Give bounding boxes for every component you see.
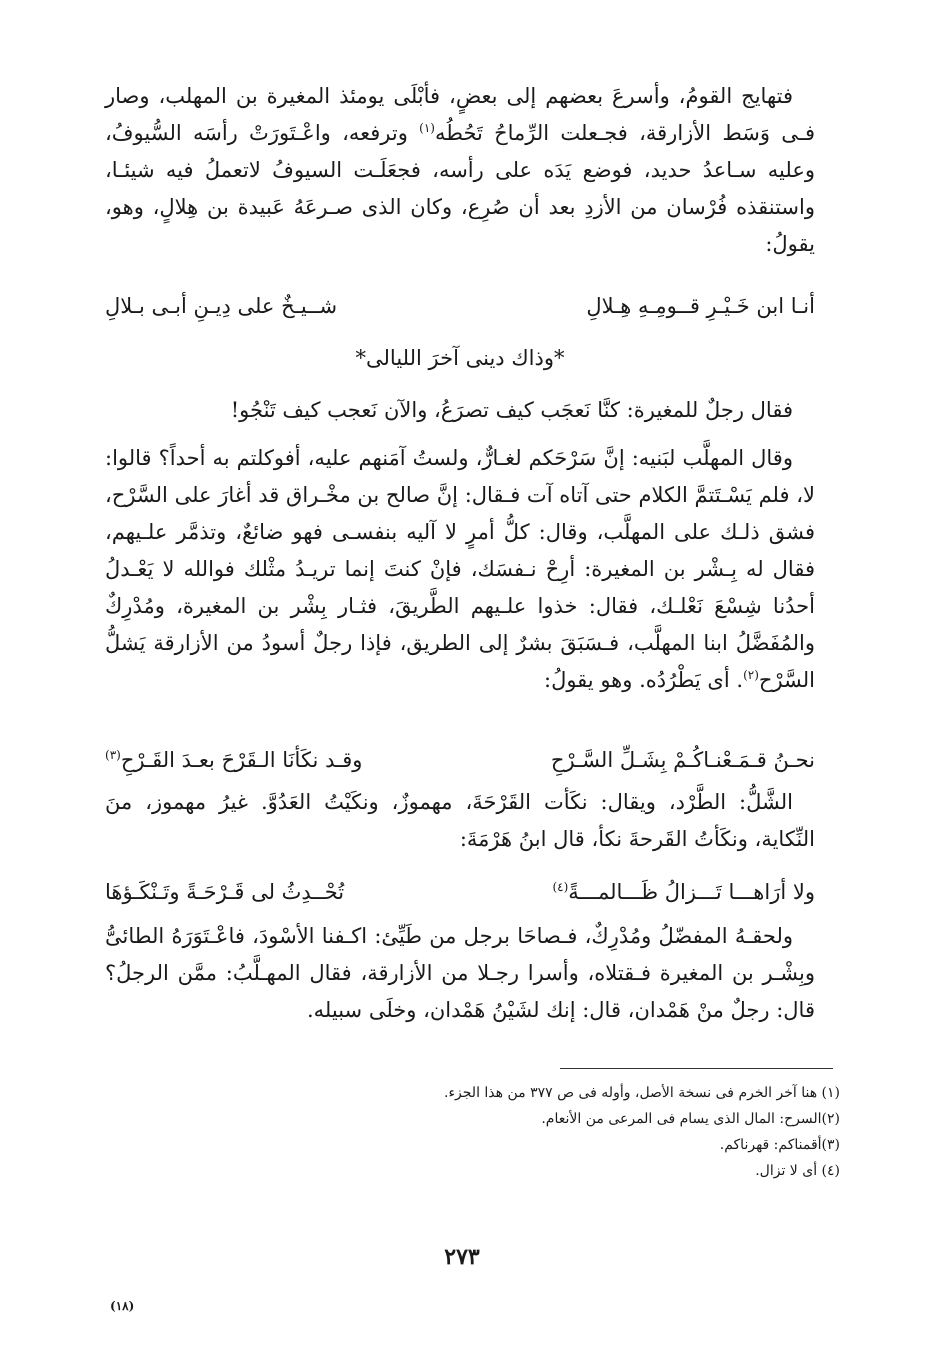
- paragraph-3-rest: . أى يَطْرُدُه. وهو يقولُ:: [544, 668, 744, 692]
- verse-2-left-hemistich: [105, 742, 362, 779]
- footnote-ref-1: (١): [419, 121, 435, 135]
- paragraph-3: [105, 440, 815, 699]
- paragraph-3-text: وقال المهلَّب لبَنيه: إنَّ سَرْحَكم لغـارٌّ، ولستُ آمَنهم عليه، أفوكلتم به أحداً؟ قالوا: لا، فلم يَسْـتَتمَّ الكلام حتى آتاه آت فـقال: إنَّ صالح بن مخْـراق قد أغارَ على السَّرْح، فشق ذلـك على المهلَّب، وقال: كلُّ أمرٍ لا آليه بنفسـى فهو ضائعٌ، وتذمَّر علـيهم، فقال له بِـشْر بن المغيرة: أرِحْ نـفسَك، فإنْ كنتَ إنما تريـدُ مثْلك فوالله لا يَعْـدلُ أحدُنا شِسْعَ نَعْلـك، فقال: خذوا علـيهم الطَّريقَ، فثـار بِشْر بن المغيرة، ومُدْرِكٌ والمُفَضَّلُ ابنا المهلَّب، فـسَبَقَ بشرٌ إلى الطريق، فإذا رجلٌ أسودُ من الأزارقة يَشلُّ السَّرْح: [105, 446, 815, 692]
- paragraph-4-text: الشَّلُّ: الطَّرْد، ويقال: نكَأت القَرْحَةَ، مهموزٌ، ونكَيْتُ العَدُوَّ. غيرُ مهموز، منَ النِّكاية، ونكَأتُ القَرحةَ نكأ، قال ابنُ هَرْمَةَ:: [105, 790, 815, 851]
- footnote-ref-2: (٢): [743, 668, 759, 682]
- paragraph-2: [105, 392, 815, 429]
- page-number: ٢٧٣: [444, 1244, 480, 1270]
- verse-1-center-line: *وذاك دينى آخرَ الليالى*: [355, 346, 565, 370]
- signature-mark: (١٨): [110, 1299, 135, 1313]
- footnote-2: (٢)السرح: المال الذى يسام فى المرعى من الأنعام.: [541, 1111, 840, 1127]
- footnote-3: (٣)أقمناكم: قهرناكم.: [719, 1137, 840, 1153]
- footnote-divider: [560, 1068, 833, 1069]
- verse-3: [105, 874, 815, 911]
- verse-2-left-text: وقـد نكَأنَا الـقَرْحَ بعـدَ القَـرْحِ: [120, 748, 363, 772]
- footnotes: [300, 1080, 840, 1184]
- paragraph-2-text: فقال رجلٌ للمغيرة: كنَّا نَعجَب كيف تصرَعُ، والآن نَعجب كيف تَنْجُو!: [230, 398, 793, 422]
- verse-1: [105, 288, 815, 325]
- footnote-1: (١) هنا آخر الخرم فى نسخة الأصل، وأوله فى ص ٣٧٧ من هذا الجزء.: [444, 1085, 840, 1101]
- verse-2-right-hemistich: نحـنُ قـمَـعْنـاكُـمْ بِشَـلِّ السَّـرْحِ: [550, 748, 815, 772]
- paragraph-5: [105, 918, 815, 1029]
- footnote-ref-4: (٤): [552, 880, 569, 894]
- verse-1-left-hemistich: شــيـخٌ على دِيـنِ أبـى بـلالِ: [105, 294, 338, 318]
- paragraph-1-text: فتهايج القومُ، وأسرعَ بعضهم إلى بعضٍ، فأبْلَى يومئذ المغيرة بن المهلب، وصار فـى وَسَط الأزارقة، فجـعلت الرِّماحُ تَحُطُه: [105, 84, 815, 145]
- paragraph-1-rest: وترفعه، واعْـتَورَتْ رأسَه السُّيوفُ، وعليه سـاعدُ حديد، فوضع يَدَه على رأسه، فجعَلَـت السيوفُ لاتعملُ فيه شيئـا، واستنقذه فُرْسان من الأزدِ بعد أن صُرِع، وكان الذى صـرعَهُ عَبيدة بن هِلالٍ، وهو، يقولُ:: [105, 121, 815, 256]
- paragraph-5-text: ولحقـهُ المفضّلُ ومُدْرِكٌ، فـصاحَا برجل من طَيِّئ: اكـفنا الأسْودَ، فاعْـتَوَرَهُ الطائىُّ وبِشْـر بن المغيرة فـقتلاه، وأسرا رجـلا من الأزارقة، فقال المهـلَّبُ: ممَّن الرجلُ؟ قال: رجلٌ منْ هَمْدان، قال: إنك لشَيْنُ هَمْدان، وخلَى سبيله.: [105, 924, 815, 1022]
- verse-3-left-hemistich: تُحْــدِثُ لى قَـرْحَـةً وتَـنْكَـؤهَا: [105, 880, 345, 904]
- verse-2: [105, 742, 815, 779]
- verse-3-right-text: ولا أرَاهـــا تَـــزالُ ظَـــالمـــةً: [568, 880, 815, 904]
- footnote-ref-3: (٣): [105, 748, 121, 762]
- paragraph-4: [105, 784, 815, 858]
- verse-3-right-hemistich: [552, 874, 815, 911]
- verse-1-right-hemistich: أنـا ابن خَـيْـرِ قــومِـهِ هِـلالِ: [586, 294, 815, 318]
- footnote-4: (٤) أى لا تزال.: [755, 1163, 840, 1179]
- paragraph-1: [105, 78, 815, 263]
